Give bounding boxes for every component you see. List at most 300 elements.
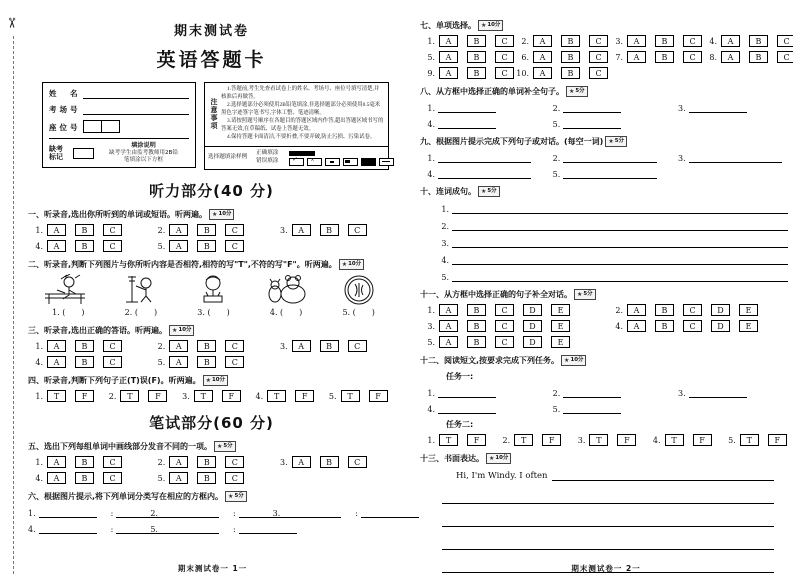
blank-line[interactable] bbox=[438, 103, 496, 113]
answer-item[interactable]: 3. T F bbox=[570, 434, 645, 446]
writing-line[interactable] bbox=[442, 492, 774, 504]
score-badge: ★ 10分 bbox=[478, 20, 503, 31]
blank-item[interactable]: 1. : bbox=[28, 508, 150, 518]
answer-item[interactable]: 2. A B C bbox=[514, 35, 608, 47]
option-b[interactable]: B bbox=[467, 304, 486, 316]
option-c[interactable]: C bbox=[103, 340, 122, 352]
answer-item[interactable]: 4. A B C bbox=[28, 356, 150, 368]
person-with-pole-icon bbox=[112, 274, 170, 306]
option-a[interactable]: A bbox=[439, 35, 458, 47]
answer-item[interactable]: 6. A B C bbox=[514, 51, 608, 63]
section-7-title: 七、单项选择。 ★ 10分 bbox=[420, 20, 793, 31]
section-3-row-1 bbox=[28, 340, 395, 352]
answer-item[interactable]: 3. A B C bbox=[273, 224, 395, 236]
section-8-row-2 bbox=[420, 119, 793, 129]
option-b[interactable]: B bbox=[75, 456, 94, 468]
blank-line[interactable] bbox=[283, 508, 341, 518]
option-a[interactable]: A bbox=[533, 67, 552, 79]
answer-item[interactable]: 1. A B C bbox=[420, 35, 514, 47]
option-c[interactable]: C bbox=[103, 456, 122, 468]
option-a[interactable]: A bbox=[169, 456, 188, 468]
option-c[interactable]: C bbox=[495, 320, 514, 332]
option-e[interactable]: E bbox=[551, 304, 570, 316]
answer-item[interactable]: 2. T F bbox=[101, 390, 174, 402]
option-a[interactable]: A bbox=[439, 320, 458, 332]
option-a[interactable]: A bbox=[627, 304, 646, 316]
answer-item[interactable]: 1. A B C bbox=[28, 224, 150, 236]
option-a[interactable]: A bbox=[533, 35, 552, 47]
option-b[interactable]: B bbox=[75, 472, 94, 484]
option-e[interactable]: E bbox=[551, 320, 570, 332]
answer-item[interactable]: 5. A B C bbox=[150, 472, 272, 484]
room-field-row[interactable] bbox=[49, 104, 189, 115]
footer-right: 期末测试卷一 2一 bbox=[571, 564, 641, 573]
option-f[interactable]: F bbox=[768, 434, 787, 446]
student-info-box bbox=[42, 82, 196, 168]
option-a[interactable]: A bbox=[47, 356, 66, 368]
blank-item[interactable]: 3. bbox=[671, 153, 793, 163]
option-c[interactable]: C bbox=[777, 51, 793, 63]
option-f[interactable]: F bbox=[222, 390, 241, 402]
seat-field-row[interactable] bbox=[49, 120, 189, 133]
answer-item[interactable]: 9. A B C bbox=[420, 67, 514, 79]
listening-part-title: 听力部分(40 分) bbox=[149, 182, 274, 200]
wrong-mark-dot-icon bbox=[325, 158, 340, 166]
star-icon: ★ bbox=[217, 443, 223, 450]
score-badge: ★ 5分 bbox=[574, 289, 596, 300]
answer-item[interactable]: 3. A B C bbox=[273, 340, 395, 352]
answer-item[interactable]: 5. T F bbox=[322, 390, 395, 402]
section-10-title: 十、连词成句。 ★ 5分 bbox=[420, 186, 793, 197]
option-c[interactable]: C bbox=[348, 224, 367, 236]
answer-item[interactable]: 2. A B C bbox=[150, 340, 272, 352]
blank-item[interactable]: 3. bbox=[671, 103, 793, 113]
answer-item[interactable]: 4. T F bbox=[646, 434, 721, 446]
answer-item[interactable]: 2. T F bbox=[495, 434, 570, 446]
section-5-title: 五、选出下列每组单词中画线部分发音不同的一项。 ★ 5分 bbox=[28, 441, 395, 452]
blank-item[interactable]: 2. bbox=[545, 103, 670, 113]
blank-line[interactable] bbox=[452, 238, 788, 248]
option-c[interactable]: C bbox=[777, 35, 793, 47]
option-a[interactable]: A bbox=[721, 51, 740, 63]
score-badge: ★ 5分 bbox=[214, 441, 236, 452]
blank-line[interactable] bbox=[39, 524, 97, 534]
answer-item[interactable]: 5. T F bbox=[721, 434, 793, 446]
option-a[interactable]: A bbox=[169, 340, 188, 352]
option-a[interactable]: A bbox=[169, 356, 188, 368]
option-b[interactable]: B bbox=[467, 51, 486, 63]
answer-item[interactable]: 5. A B C bbox=[420, 51, 514, 63]
name-input-rule[interactable] bbox=[83, 90, 189, 99]
answer-item[interactable]: 4. A B C D E bbox=[608, 320, 793, 332]
star-icon: ★ bbox=[228, 493, 234, 500]
picture-item bbox=[250, 274, 323, 318]
option-c[interactable]: C bbox=[683, 35, 702, 47]
answer-item[interactable]: 1. T F bbox=[420, 434, 495, 446]
option-a[interactable]: A bbox=[292, 456, 311, 468]
option-b[interactable]: B bbox=[197, 224, 216, 236]
section-3-title: 三、听录音,选出正确的答语。听两遍。 ★ 10分 bbox=[28, 325, 395, 336]
section-13-title: 十三、书面表达。 ★ 10分 bbox=[420, 453, 793, 464]
option-b[interactable]: B bbox=[197, 356, 216, 368]
option-c[interactable]: C bbox=[589, 67, 608, 79]
person-at-desk-icon bbox=[39, 274, 97, 306]
writing-line[interactable] bbox=[552, 471, 774, 481]
picture-label: 1. ( ) bbox=[52, 308, 85, 317]
wrong-mark-dash-icon bbox=[379, 158, 394, 166]
option-t[interactable]: T bbox=[120, 390, 139, 402]
option-a[interactable]: A bbox=[533, 51, 552, 63]
blank-item[interactable]: 4. : bbox=[28, 524, 150, 534]
footer-left: 期末测试卷一 1一 bbox=[177, 564, 248, 573]
option-b[interactable]: B bbox=[655, 35, 674, 47]
option-a[interactable]: A bbox=[47, 240, 66, 252]
option-c[interactable]: C bbox=[495, 336, 514, 348]
section-6-title: 六、根据图片提示,将下列单词分类写在相应的方框内。 ★ 5分 bbox=[28, 491, 395, 502]
option-d[interactable]: D bbox=[523, 320, 542, 332]
option-c[interactable]: C bbox=[348, 340, 367, 352]
seat-number-cells[interactable] bbox=[83, 120, 119, 133]
seat-cell[interactable] bbox=[83, 120, 102, 133]
right-page bbox=[406, 0, 793, 580]
answer-item[interactable]: 4. A B C bbox=[28, 240, 150, 252]
section-11-row-3 bbox=[420, 336, 793, 348]
option-f[interactable]: F bbox=[617, 434, 636, 446]
section-10-line[interactable]: 5. bbox=[436, 272, 793, 282]
answer-item[interactable]: 3. T F bbox=[175, 390, 248, 402]
blank-item[interactable]: 1. bbox=[420, 388, 545, 398]
seat-cell[interactable] bbox=[101, 120, 120, 133]
answer-item[interactable]: 7. A B C bbox=[608, 51, 702, 63]
option-b[interactable]: B bbox=[75, 340, 94, 352]
option-c[interactable]: C bbox=[103, 356, 122, 368]
answer-item[interactable]: 1. A B C bbox=[28, 340, 150, 352]
option-b[interactable]: B bbox=[320, 340, 339, 352]
option-a[interactable]: A bbox=[169, 472, 188, 484]
option-a[interactable]: A bbox=[169, 224, 188, 236]
option-b[interactable]: B bbox=[197, 456, 216, 468]
blank-item[interactable]: 3. : bbox=[273, 508, 395, 518]
picture-label: 2. ( ) bbox=[124, 308, 158, 317]
animals-icon bbox=[257, 274, 315, 306]
option-a[interactable]: A bbox=[439, 336, 458, 348]
option-a[interactable]: A bbox=[627, 35, 646, 47]
fill-sample-row bbox=[205, 146, 388, 170]
option-c[interactable]: C bbox=[225, 340, 244, 352]
section-1-row-1 bbox=[28, 224, 395, 236]
option-b[interactable]: B bbox=[561, 35, 580, 47]
section-10-line[interactable]: 4. bbox=[436, 255, 793, 265]
option-b[interactable]: B bbox=[197, 240, 216, 252]
blank-line[interactable] bbox=[689, 153, 782, 163]
circle-badge-icon bbox=[330, 274, 388, 306]
blank-item[interactable]: 1. bbox=[420, 153, 545, 163]
option-c[interactable]: C bbox=[589, 35, 608, 47]
option-a[interactable]: A bbox=[292, 224, 311, 236]
option-b[interactable]: B bbox=[197, 340, 216, 352]
option-b[interactable]: B bbox=[75, 356, 94, 368]
option-c[interactable]: C bbox=[103, 472, 122, 484]
blank-line[interactable] bbox=[39, 508, 97, 518]
cut-dashed-line bbox=[13, 36, 14, 574]
blank-item[interactable]: 5. bbox=[545, 404, 670, 414]
blank-line[interactable] bbox=[452, 255, 788, 265]
option-e[interactable]: E bbox=[739, 320, 758, 332]
picture-label: 3. ( ) bbox=[197, 308, 230, 317]
absent-note-1: 缺考学生由监考教师用2B铅 bbox=[109, 150, 178, 156]
header-boxes bbox=[42, 82, 389, 170]
blank-item[interactable]: 5. : bbox=[150, 524, 272, 534]
option-a[interactable]: A bbox=[47, 340, 66, 352]
room-input-rule[interactable] bbox=[83, 106, 189, 115]
blank-line[interactable] bbox=[452, 204, 788, 214]
blank-line[interactable] bbox=[689, 103, 747, 113]
picture-item bbox=[32, 274, 105, 318]
section-10-line[interactable]: 2. bbox=[436, 221, 793, 231]
blank-line[interactable] bbox=[452, 221, 788, 231]
answer-item[interactable]: 1. T F bbox=[28, 390, 101, 402]
option-t[interactable]: T bbox=[341, 390, 360, 402]
option-a[interactable]: A bbox=[47, 472, 66, 484]
option-b[interactable]: B bbox=[320, 224, 339, 236]
option-d[interactable]: D bbox=[523, 336, 542, 348]
option-b[interactable]: B bbox=[75, 240, 94, 252]
correct-fill-mark-icon bbox=[289, 151, 315, 156]
section-11-row-1 bbox=[420, 304, 793, 316]
answer-item[interactable]: 1. A B C D E bbox=[420, 304, 608, 316]
blank-item[interactable]: 3. bbox=[671, 388, 793, 398]
person-reading-icon bbox=[184, 274, 242, 306]
option-c[interactable]: C bbox=[495, 304, 514, 316]
option-d[interactable]: D bbox=[711, 320, 730, 332]
answer-item[interactable]: 2. A B C bbox=[150, 224, 272, 236]
option-b[interactable]: B bbox=[197, 472, 216, 484]
blank-line[interactable] bbox=[563, 153, 656, 163]
wrong-mark-tick-icon bbox=[289, 158, 304, 166]
option-b[interactable]: B bbox=[467, 67, 486, 79]
answer-item[interactable]: 4. A B C bbox=[702, 35, 793, 47]
seat-label: 座位号 bbox=[49, 123, 81, 132]
blank-line[interactable] bbox=[438, 119, 496, 129]
answer-item[interactable]: 4. A B C bbox=[28, 472, 150, 484]
blank-item[interactable]: 5. bbox=[545, 119, 670, 129]
name-label: 姓 名 bbox=[49, 89, 81, 98]
answer-item[interactable]: 8. A B C bbox=[702, 51, 793, 63]
option-c[interactable]: C bbox=[103, 240, 122, 252]
blank-line[interactable] bbox=[563, 103, 621, 113]
blank-line[interactable] bbox=[563, 169, 656, 179]
option-c[interactable]: C bbox=[683, 51, 702, 63]
blank-item[interactable]: 2. bbox=[545, 153, 670, 163]
star-icon: ★ bbox=[564, 357, 570, 364]
blank-line[interactable] bbox=[689, 388, 747, 398]
notice-vertical-label: 注意事项 bbox=[210, 98, 218, 131]
blank-line[interactable] bbox=[438, 388, 496, 398]
score-badge: ★ 10分 bbox=[203, 375, 228, 386]
option-b[interactable]: B bbox=[75, 224, 94, 236]
star-icon: ★ bbox=[212, 211, 218, 218]
star-icon: ★ bbox=[481, 22, 487, 29]
answer-item[interactable]: 5. A B C bbox=[150, 240, 272, 252]
blank-line[interactable] bbox=[161, 524, 219, 534]
option-c[interactable]: C bbox=[225, 456, 244, 468]
answer-item[interactable]: 2. A B C bbox=[150, 456, 272, 468]
option-c[interactable]: C bbox=[348, 456, 367, 468]
blank-item[interactable]: 5. bbox=[545, 169, 670, 179]
section-10-line[interactable]: 3. bbox=[436, 238, 793, 248]
picture-item bbox=[177, 274, 250, 318]
cut-margin bbox=[0, 0, 20, 580]
option-c[interactable]: C bbox=[495, 35, 514, 47]
section-7-row-1 bbox=[420, 35, 793, 47]
blank-item[interactable]: 2. : bbox=[150, 508, 272, 518]
picture-item bbox=[105, 274, 178, 318]
absent-label: 缺考 标记 bbox=[49, 145, 63, 161]
option-f[interactable]: F bbox=[369, 390, 388, 402]
section-2-title: 二、听录音,判断下列图片与你所听内容是否相符,相符的写"T",不符的写"F"。听两遍。 ★ 10分 bbox=[28, 259, 395, 270]
option-b[interactable]: B bbox=[561, 67, 580, 79]
section-4-title: 四、听录音,判断下列句子正(T)误(F)。听两遍。 ★ 10分 bbox=[28, 375, 395, 386]
absent-title: 填涂说明 bbox=[131, 142, 156, 149]
task-1-row-2 bbox=[420, 404, 793, 414]
section-11-row-2 bbox=[420, 320, 793, 332]
option-t[interactable]: T bbox=[665, 434, 684, 446]
option-a[interactable]: A bbox=[721, 35, 740, 47]
blank-line[interactable] bbox=[452, 272, 788, 282]
writing-line[interactable] bbox=[442, 515, 774, 527]
fill-sample-examples bbox=[256, 149, 394, 168]
task-2-row bbox=[420, 434, 793, 446]
blank-item[interactable]: 4. bbox=[420, 119, 545, 129]
option-b[interactable]: B bbox=[467, 336, 486, 348]
section-7-row-2 bbox=[420, 51, 793, 63]
option-a[interactable]: A bbox=[47, 224, 66, 236]
option-a[interactable]: A bbox=[47, 456, 66, 468]
score-badge: ★ 5分 bbox=[478, 186, 500, 197]
answer-item[interactable]: 2. A B C D E bbox=[608, 304, 793, 316]
option-t[interactable]: T bbox=[47, 390, 66, 402]
answer-item[interactable]: 3. A B C bbox=[608, 35, 702, 47]
answer-item[interactable]: 4. T F bbox=[248, 390, 321, 402]
section-12-title: 十二、阅读短文,按要求完成下列任务。 ★ 10分 bbox=[420, 355, 793, 366]
absent-fill-box[interactable] bbox=[73, 148, 94, 159]
answer-item[interactable]: 1. A B C bbox=[28, 456, 150, 468]
score-badge: ★ 10分 bbox=[561, 355, 586, 366]
blank-item[interactable]: 1. bbox=[420, 103, 545, 113]
star-icon: ★ bbox=[172, 327, 178, 334]
option-d[interactable]: D bbox=[711, 304, 730, 316]
option-a[interactable]: A bbox=[627, 320, 646, 332]
blank-item[interactable]: 4. bbox=[420, 169, 545, 179]
option-e[interactable]: E bbox=[551, 336, 570, 348]
option-c[interactable]: C bbox=[225, 240, 244, 252]
room-label: 考场号 bbox=[49, 105, 81, 114]
blank-line[interactable] bbox=[563, 404, 621, 414]
option-f[interactable]: F bbox=[148, 390, 167, 402]
blank-line[interactable] bbox=[161, 508, 219, 518]
option-b[interactable]: B bbox=[467, 320, 486, 332]
option-e[interactable]: E bbox=[739, 304, 758, 316]
blank-line[interactable] bbox=[563, 388, 621, 398]
answer-item[interactable]: 10. A B C bbox=[514, 67, 608, 79]
option-b[interactable]: B bbox=[320, 456, 339, 468]
option-c[interactable]: C bbox=[225, 224, 244, 236]
option-t[interactable]: T bbox=[267, 390, 286, 402]
section-4-row-1 bbox=[28, 390, 395, 402]
section-5-row-1 bbox=[28, 456, 395, 468]
option-b[interactable]: B bbox=[749, 51, 768, 63]
option-t[interactable]: T bbox=[740, 434, 759, 446]
star-icon: ★ bbox=[577, 291, 583, 298]
section-9-title: 九、根据图片提示完成下列句子或对话。(每空一词) ★ 5分 bbox=[420, 136, 793, 147]
option-a[interactable]: A bbox=[627, 51, 646, 63]
option-b[interactable]: B bbox=[655, 304, 674, 316]
option-a[interactable]: A bbox=[292, 340, 311, 352]
option-f[interactable]: F bbox=[75, 390, 94, 402]
option-f[interactable]: F bbox=[542, 434, 561, 446]
option-b[interactable]: B bbox=[749, 35, 768, 47]
option-c[interactable]: C bbox=[683, 304, 702, 316]
option-c[interactable]: C bbox=[225, 356, 244, 368]
option-c[interactable]: C bbox=[103, 224, 122, 236]
blank-item[interactable]: 4. bbox=[420, 404, 545, 414]
option-c[interactable]: C bbox=[589, 51, 608, 63]
option-b[interactable]: B bbox=[561, 51, 580, 63]
option-t[interactable]: T bbox=[439, 434, 458, 446]
option-b[interactable]: B bbox=[655, 51, 674, 63]
task-2-label: 任务二: bbox=[446, 420, 474, 429]
option-b[interactable]: B bbox=[467, 35, 486, 47]
absent-note-2: 笔填涂以下方框 bbox=[123, 157, 164, 163]
writing-line[interactable] bbox=[442, 538, 774, 550]
star-icon: ★ bbox=[569, 88, 575, 95]
option-a[interactable]: A bbox=[169, 240, 188, 252]
answer-item[interactable]: 3. A B C D E bbox=[420, 320, 608, 332]
star-icon: ★ bbox=[205, 377, 211, 384]
section-11-title: 十一、从方框中选择正确的句子补全对话。 ★ 5分 bbox=[420, 289, 793, 300]
option-a[interactable]: A bbox=[439, 304, 458, 316]
option-f[interactable]: F bbox=[693, 434, 712, 446]
answer-item[interactable]: 5. A B C D E bbox=[420, 336, 608, 348]
blank-line[interactable] bbox=[438, 404, 496, 414]
option-d[interactable]: D bbox=[523, 304, 542, 316]
option-t[interactable]: T bbox=[589, 434, 608, 446]
option-a[interactable]: A bbox=[439, 51, 458, 63]
blank-item[interactable]: 2. bbox=[545, 388, 670, 398]
answer-item[interactable]: 5. A B C bbox=[150, 356, 272, 368]
blank-line[interactable] bbox=[438, 153, 531, 163]
score-badge: ★ 10分 bbox=[339, 259, 364, 270]
notice-box bbox=[204, 82, 389, 170]
info-divider bbox=[49, 138, 189, 139]
option-c[interactable]: C bbox=[683, 320, 702, 332]
task-1-label: 任务一: bbox=[446, 372, 474, 381]
blank-line[interactable] bbox=[563, 119, 621, 129]
option-t[interactable]: T bbox=[514, 434, 533, 446]
blank-line[interactable] bbox=[438, 169, 531, 179]
option-c[interactable]: C bbox=[225, 472, 244, 484]
option-b[interactable]: B bbox=[655, 320, 674, 332]
option-f[interactable]: F bbox=[295, 390, 314, 402]
section-10-line[interactable]: 1. bbox=[436, 204, 793, 214]
option-f[interactable]: F bbox=[467, 434, 486, 446]
name-field-row[interactable] bbox=[49, 88, 189, 99]
option-a[interactable]: A bbox=[439, 67, 458, 79]
option-t[interactable]: T bbox=[194, 390, 213, 402]
answer-item[interactable]: 3. A B C bbox=[273, 456, 395, 468]
option-c[interactable]: C bbox=[495, 67, 514, 79]
option-c[interactable]: C bbox=[495, 51, 514, 63]
